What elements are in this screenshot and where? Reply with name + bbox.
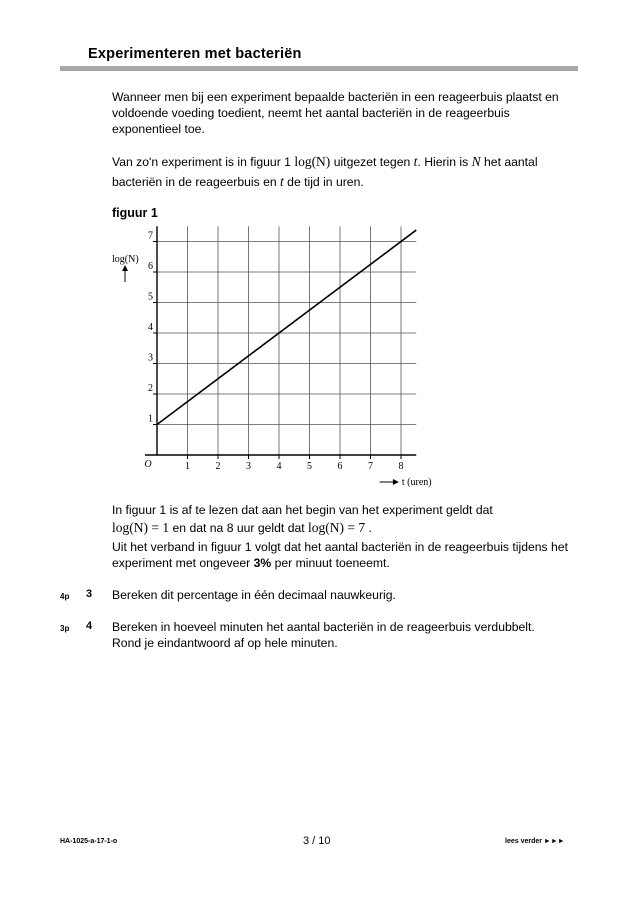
body-text-b: en dat na 8 uur geldt dat — [169, 521, 309, 535]
y-tick-label: 3 — [148, 352, 153, 364]
x-axis-label: t (uren) — [401, 477, 432, 488]
question-3-text: Bereken dit percentage in één decimaal nauwkeurig. — [112, 588, 396, 602]
data-line — [157, 230, 416, 424]
body-text-d: Uit het verband in figuur 1 volgt dat het aantal bacteriën in de reageerbuis tijdens het experiment met ongeveer — [112, 540, 568, 570]
y-axis-label-arrowhead — [122, 265, 128, 271]
intro-paragraph-1: Wanneer men bij een experiment bepaalde bacteriën in een reageerbuis plaatst en voldoende voeding toedient, neemt het aantal bacteriën in de reageerbuis exponentieel toe. — [112, 90, 559, 136]
body-text-e: per minuut toeneemt. — [271, 556, 390, 570]
x-tick-label: 4 — [276, 461, 282, 472]
y-tick-label: 5 — [148, 291, 153, 303]
y-tick-label: 6 — [148, 261, 153, 272]
log-n-equals-1: log(N) = 1 — [112, 520, 170, 535]
intro-text-a: Van zo'n experiment is in figuur 1 — [112, 155, 295, 169]
page-title: Experimenteren met bacteriën — [88, 46, 302, 62]
log-n-expression: log(N) — [294, 154, 331, 169]
body-text-c: . — [365, 521, 372, 535]
x-tick-label: 5 — [307, 461, 312, 472]
x-tick-label: 6 — [337, 461, 343, 472]
x-tick-label: 8 — [398, 461, 404, 472]
y-tick-label: 7 — [148, 230, 153, 242]
body-paragraph-2 — [112, 539, 572, 571]
question-4-text: Bereken in hoeveel minuten het aantal bacteriën in de reageerbuis verdubbelt. Rond je eindantwoord af op hele minuten. — [112, 620, 535, 650]
x-tick-label: 3 — [246, 461, 251, 472]
y-tick-label: 1 — [148, 413, 153, 425]
intro-text-e: de tijd in uren. — [283, 175, 364, 189]
percentage-value: 3% — [253, 556, 272, 570]
question-3-points: 4p — [60, 592, 70, 601]
log-n-equals-7: log(N) = 7 — [308, 520, 366, 535]
origin-label: O — [144, 459, 152, 470]
header-divider — [60, 66, 578, 71]
variable-n: N — [471, 154, 481, 169]
question-4-points: 3p — [60, 624, 70, 633]
variable-t-2: t — [280, 174, 284, 189]
growth-chart — [104, 224, 432, 488]
question-4-number: 4 — [86, 620, 93, 632]
intro-paragraph-2 — [112, 152, 572, 192]
body-paragraph-1 — [112, 501, 572, 537]
x-axis-label-arrowhead — [393, 479, 399, 485]
body-text-a: In figuur 1 is af te lezen dat aan het begin van het experiment geldt dat — [112, 503, 493, 517]
question-3-number: 3 — [86, 588, 93, 600]
footer-page-number: 3 / 10 — [303, 835, 331, 847]
y-tick-label: 2 — [148, 383, 153, 394]
intro-text-b: uitgezet tegen — [330, 155, 414, 169]
y-axis-label: log(N) — [112, 254, 139, 265]
intro-text-d: het aantal bacteriën in de reageerbuis en — [112, 155, 538, 189]
x-tick-label: 7 — [368, 461, 373, 472]
variable-t: t — [413, 154, 418, 169]
x-tick-label: 1 — [185, 461, 190, 472]
x-tick-label: 2 — [215, 461, 221, 472]
figure-label: figuur 1 — [112, 206, 158, 220]
intro-text-c: . Hierin is — [417, 155, 472, 169]
footer-exam-code: HA-1025-a-17-1-o — [60, 838, 118, 845]
footer-next-page: lees verder ►►► — [505, 838, 565, 845]
y-tick-label: 4 — [148, 322, 153, 333]
